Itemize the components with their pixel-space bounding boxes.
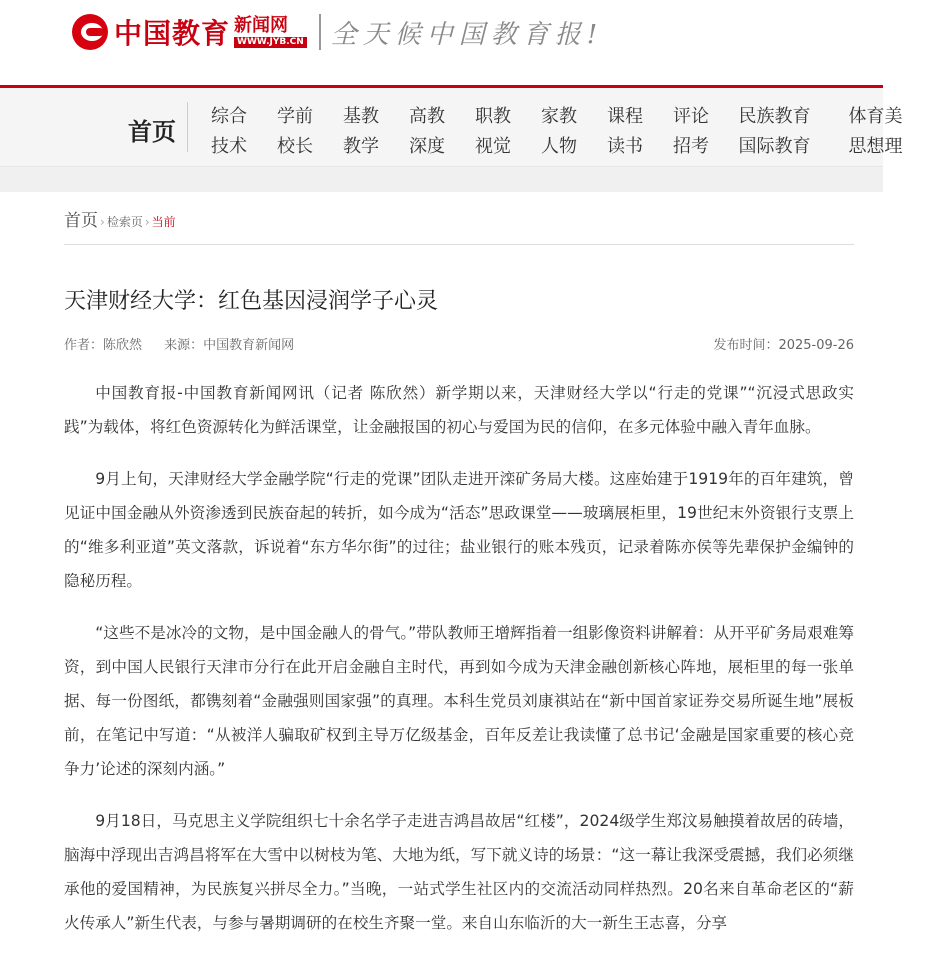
article-paragraph: 中国教育报-中国教育新闻网讯（记者 陈欣然）新学期以来，天津财经大学以“行走的党课”“沉浸式思政实践”为载体，将红色资源转化为鲜活课堂，让金融报国的初心与爱国为民的信仰，在多元体验中融入青年血脉。 bbox=[64, 384, 854, 436]
site-logo[interactable] bbox=[72, 12, 603, 52]
breadcrumb-current: 当前 bbox=[151, 215, 176, 229]
article-meta bbox=[64, 334, 854, 353]
article-paragraph: “这些不是冰冷的文物，是中国金融人的骨气。”带队教师王增辉指着一组影像资料讲解着：从开平矿务局艰难筹资，到中国人民银行天津市分行在此开启金融自主时代，再到如今成为天津金融创新核心阵地，展柜里的每一张单据、每一份图纸，都镌刻着“金融强则国家强”的真理。本科生党员刘康祺站在“新中国首家证券交易所诞生地”展板前，在笔记中写道：“从被洋人骗取矿权到主导万亿级基金，百年反差让我读懂了总书记‘金融是国家重要的核心竞争力’论述的深刻内涵。” bbox=[64, 624, 854, 778]
nav-divider bbox=[187, 102, 188, 152]
breadcrumb-search[interactable]: 检索页 bbox=[106, 215, 143, 229]
breadcrumb-divider bbox=[64, 244, 854, 245]
nav-home[interactable]: 首页 bbox=[128, 118, 176, 146]
article-paragraph: 9月上旬，天津财经大学金融学院“行走的党课”团队走进开滦矿务局大楼。这座始建于1919年的百年建筑，曾见证中国金融从外资渗透到民族奋起的转折，如今成为“活态”思政课堂——玻璃展柜里，19世纪末外资银行支票上的“维多利亚道”英文落款，诉说着“东方华尔街”的过往；盐业银行的账本残页，记录着陈亦侯等先辈保护金编钟的隐秘历程。 bbox=[64, 470, 854, 590]
logo-mark-icon bbox=[72, 14, 108, 50]
nav-item-jishu[interactable]: 技术 bbox=[211, 136, 247, 157]
page-gap bbox=[0, 167, 883, 192]
nav-item-jiajiao[interactable]: 家教 bbox=[541, 106, 577, 127]
nav-item-jiaoxue[interactable]: 教学 bbox=[343, 136, 379, 157]
main-nav bbox=[0, 88, 903, 167]
breadcrumb-chevron-icon: › bbox=[144, 215, 150, 229]
nav-item-pinglun[interactable]: 评论 bbox=[673, 106, 709, 127]
article-container bbox=[50, 192, 883, 932]
site-slogan: 全天候中国教育报! bbox=[330, 19, 604, 50]
logo-text2: 新闻网 bbox=[234, 14, 289, 36]
article-publish-time: 发布时间：2025-09-26 bbox=[713, 338, 854, 353]
nav-item-minzu[interactable]: 民族教育 bbox=[738, 106, 811, 127]
article-source: 来源：中国教育新闻网 bbox=[164, 338, 295, 353]
nav-item-shijue[interactable]: 视觉 bbox=[475, 136, 511, 157]
nav-item-tiyu[interactable]: 体育美 bbox=[848, 106, 903, 127]
nav-item-shendu[interactable]: 深度 bbox=[409, 136, 445, 157]
nav-item-zhijiao[interactable]: 职教 bbox=[475, 106, 511, 127]
nav-item-xiaozhang[interactable]: 校长 bbox=[277, 136, 313, 157]
nav-item-sixiang[interactable]: 思想理 bbox=[848, 136, 903, 157]
nav-row-2 bbox=[196, 130, 926, 160]
nav-row-1 bbox=[196, 100, 926, 130]
nav-grid bbox=[196, 100, 926, 160]
logo-subtext bbox=[234, 14, 307, 48]
article-paragraph: 9月18日，马克思主义学院组织七十余名学子走进吉鸿昌故居“红楼”，2024级学生郑汶易触摸着故居的砖墙，脑海中浮现出吉鸿昌将军在大雪中以树枝为笔、大地为纸，写下就义诗的场景：“这一幕让我深受震撼，我们必须继承他的爱国精神，为民族复兴拼尽全力。”当晚，一站式学生社区内的交流活动同样热烈。20名来自革命老区的“薪火传承人”新生代表，与参与暑期调研的在校生齐聚一堂。来自山东临沂的大一新生王志喜，分享 bbox=[64, 812, 854, 932]
nav-item-zhaokao[interactable]: 招考 bbox=[673, 136, 709, 157]
nav-item-gaojiao[interactable]: 高教 bbox=[409, 106, 445, 127]
nav-item-guoji[interactable]: 国际教育 bbox=[738, 136, 811, 157]
nav-item-dushu[interactable]: 读书 bbox=[607, 136, 643, 157]
nav-item-jijiao[interactable]: 基教 bbox=[343, 106, 379, 127]
article-title: 天津财经大学：红色基因浸润学子心灵 bbox=[64, 289, 439, 314]
site-header bbox=[0, 0, 883, 86]
logo-divider bbox=[319, 14, 321, 50]
nav-item-kecheng[interactable]: 课程 bbox=[607, 106, 643, 127]
article-body bbox=[64, 376, 854, 958]
nav-item-xueqian[interactable]: 学前 bbox=[277, 106, 313, 127]
article-author: 作者：陈欣然 bbox=[64, 338, 143, 353]
nav-item-renwu[interactable]: 人物 bbox=[541, 136, 577, 157]
breadcrumb bbox=[64, 206, 176, 231]
breadcrumb-chevron-icon: › bbox=[100, 215, 105, 229]
logo-text: 中国教育 bbox=[114, 17, 231, 50]
nav-item-zonghe[interactable]: 综合 bbox=[211, 106, 247, 127]
breadcrumb-home[interactable]: 首页 bbox=[64, 211, 98, 231]
logo-url: WWW.JYB.CN bbox=[234, 37, 307, 48]
